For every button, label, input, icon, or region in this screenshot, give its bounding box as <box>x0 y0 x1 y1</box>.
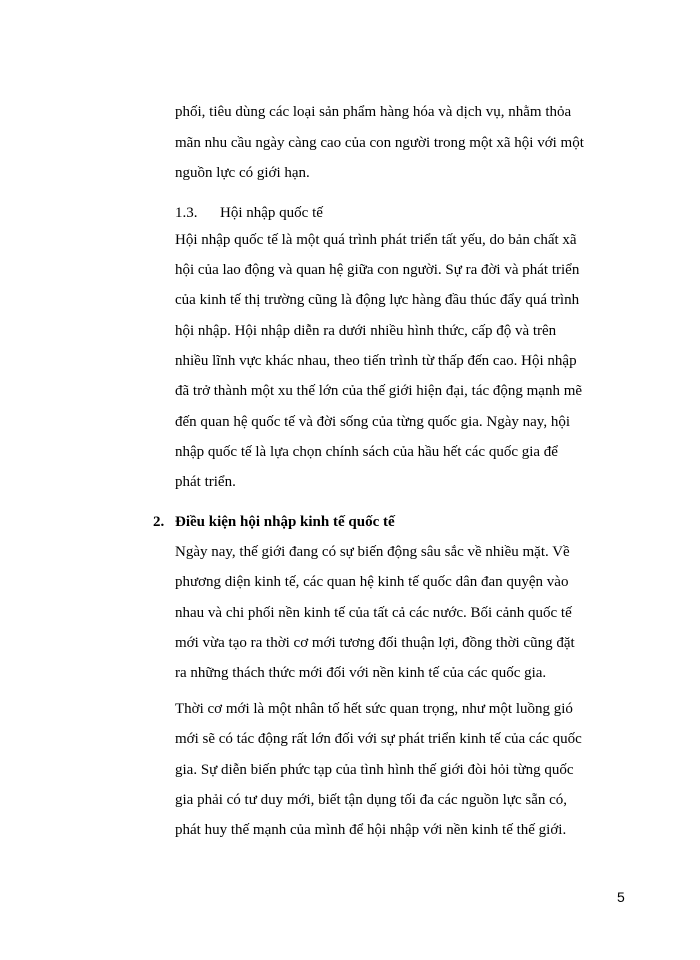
text-line: Ngày nay, thế giới đang có sự biến động sâu sắc về nhiều mặt. Về <box>175 544 570 560</box>
text-line: gia. Sự diễn biến phức tạp của tình hình thế giới đòi hỏi từng quốc <box>175 762 574 778</box>
text-line: phát triển. <box>175 474 236 490</box>
text-line: đến quan hệ quốc tế và đời sống của từng quốc gia. Ngày nay, hội <box>175 414 570 430</box>
text-line: mới sẽ có tác động rất lớn đối với sự phát triển kinh tế của các quốc <box>175 731 582 747</box>
text-line: phát huy thế mạnh của mình để hội nhập với nền kinh tế thế giới. <box>175 822 567 838</box>
text-line: phương diện kinh tế, các quan hệ kinh tế quốc dân đan quyện vào <box>175 574 569 590</box>
text-line: nguồn lực có giới hạn. <box>175 165 310 181</box>
page-number: 5 <box>617 889 625 905</box>
text-line: phối, tiêu dùng các loại sản phẩm hàng hóa và dịch vụ, nhằm thỏa <box>175 104 572 120</box>
text-line: hội nhập. Hội nhập diễn ra dưới nhiều hình thức, cấp độ và trên <box>175 323 557 339</box>
text-line: gia phải có tư duy mới, biết tận dụng tối đa các nguồn lực sẵn có, <box>175 792 568 808</box>
text-line: đã trở thành một xu thế lớn của thế giới hiện đại, tác động mạnh mẽ <box>175 383 583 399</box>
section-number: 1.3. <box>175 205 198 221</box>
text-line: nhau và chi phối nền kinh tế của tất cả các nước. Bối cảnh quốc tế <box>175 605 572 621</box>
text-line: nhập quốc tế là lựa chọn chính sách của hầu hết các quốc gia để <box>175 444 558 460</box>
text-line: Hội nhập quốc tế là một quá trình phát triển tất yếu, do bản chất xã <box>175 232 577 248</box>
text-line: Thời cơ mới là một nhân tố hết sức quan trọng, như một luồng gió <box>175 701 573 717</box>
text-line: hội của lao động và quan hệ giữa con người. Sự ra đời và phát triển <box>175 262 580 278</box>
section-title: Điều kiện hội nhập kinh tế quốc tế <box>175 514 395 530</box>
text-line: mới vừa tạo ra thời cơ mới tương đối thuận lợi, đồng thời cũng đặt <box>175 635 575 651</box>
text-line: của kinh tế thị trường cũng là động lực hàng đầu thúc đẩy quá trình <box>175 292 580 308</box>
text-line: ra những thách thức mới đối với nền kinh tế của các quốc gia. <box>175 665 547 681</box>
section-number: 2. <box>153 514 165 530</box>
section-title: Hội nhập quốc tế <box>220 205 323 221</box>
text-line: mãn nhu cầu ngày càng cao của con người trong một xã hội với một <box>175 135 584 151</box>
text-line: nhiều lĩnh vực khác nhau, theo tiến trình từ thấp đến cao. Hội nhập <box>175 353 577 369</box>
